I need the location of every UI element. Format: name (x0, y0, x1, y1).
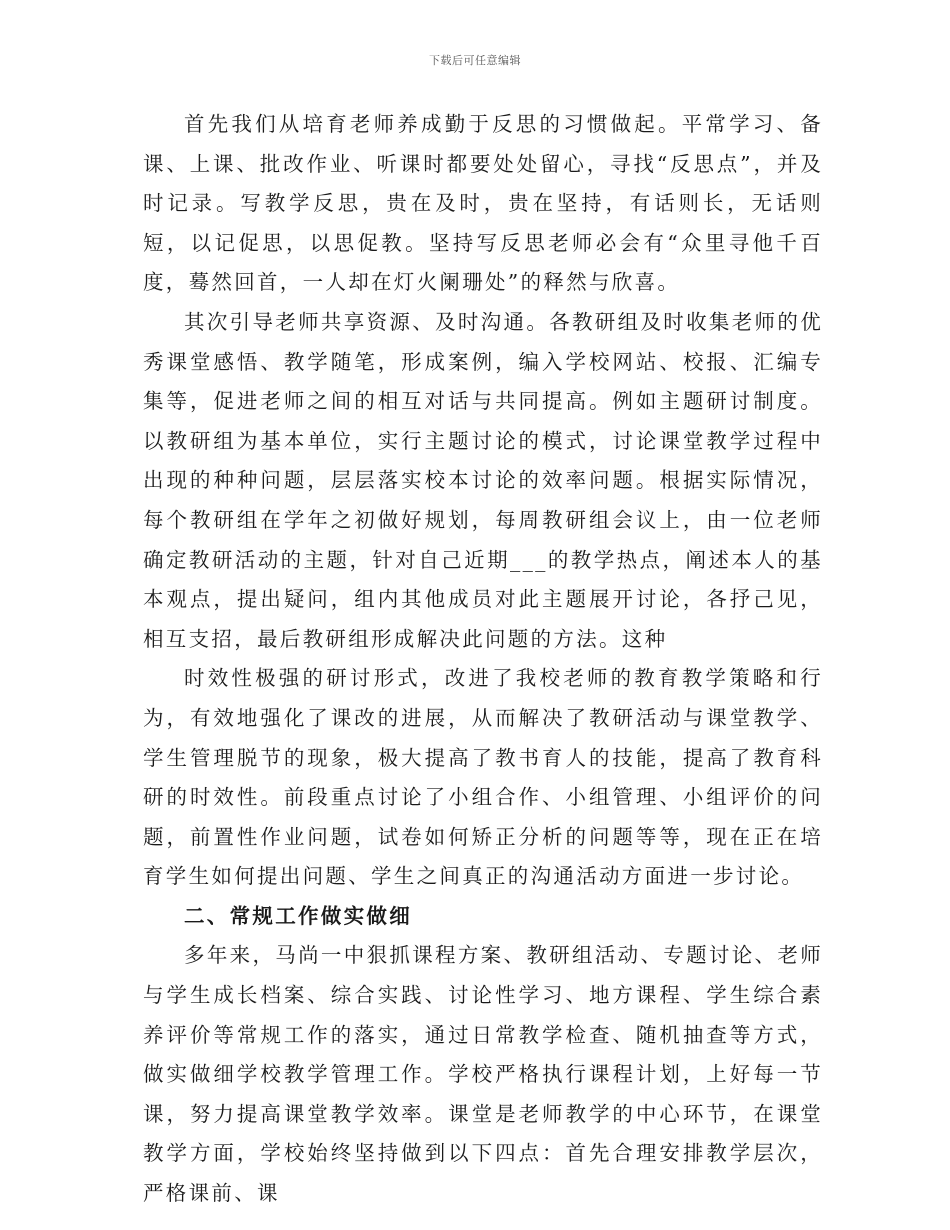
document-body (143, 105, 823, 1214)
paragraph-resource-sharing: 其次引导老师共享资源、及时沟通。各教研组及时收集老师的优秀课堂感悟、教学随笔，形成案例，编入学校网站、校报、汇编专集等，促进老师之间的相互对话与共同提高。例如主题研讨制度。以教研组为基本单位，实行主题讨论的模式，讨论课堂教学过程中出现的种种问题，层层落实校本讨论的效率问题。根据实际情况，每个教研组在学年之初做好规划，每周教研组会议上，由一位老师确定教研活动的主题，针对自己近期___的教学热点，阐述本人的基本观点，提出疑问，组内其他成员对此主题展开讨论，各抒己见，相互支招，最后教研组形成解决此问题的方法。这种 (143, 309, 823, 651)
paragraph-research-effect: 时效性极强的研讨形式，改进了我校老师的教育教学策略和行为，有效地强化了课改的进展，从而解决了教研活动与课堂教学、学生管理脱节的现象，极大提高了教书育人的技能，提高了教育科研的时效性。前段重点讨论了小组合作、小组管理、小组评价的问题，前置性作业问题，试卷如何矫正分析的问题等等，现在正在培育学生如何提出问题、学生之间真正的沟通活动方面进一步讨论。 (143, 666, 823, 889)
paragraph-routine-work: 多年来，马尚一中狠抓课程方案、教研组活动、专题讨论、老师与学生成长档案、综合实践、讨论性学习、地方课程、学生综合素养评价等常规工作的落实，通过日常教学检查、随机抽查等方式，做实做细学校教学管理工作。学校严格执行课程计划，上好每一节课，努力提高课堂教学效率。课堂是老师教学的中心环节，在课堂教学方面，学校始终坚持做到以下四点：首先合理安排教学层次，严格课前、课 (143, 943, 823, 1206)
page-header: 下载后可任意编辑 (429, 54, 521, 67)
section-heading: 二、常规工作做实做细 (184, 903, 412, 928)
paragraph-reflection-habit: 首先我们从培育老师养成勤于反思的习惯做起。平常学习、备课、上课、批改作业、听课时都要处处留心，寻找“反思点”，并及时记录。写教学反思，贵在及时，贵在坚持，有话则长，无话则短，以记促思，以思促教。坚持写反思老师必会有“众里寻他千百度，蓦然回首，一人却在灯火阑珊处”的释然与欣喜。 (143, 112, 823, 295)
